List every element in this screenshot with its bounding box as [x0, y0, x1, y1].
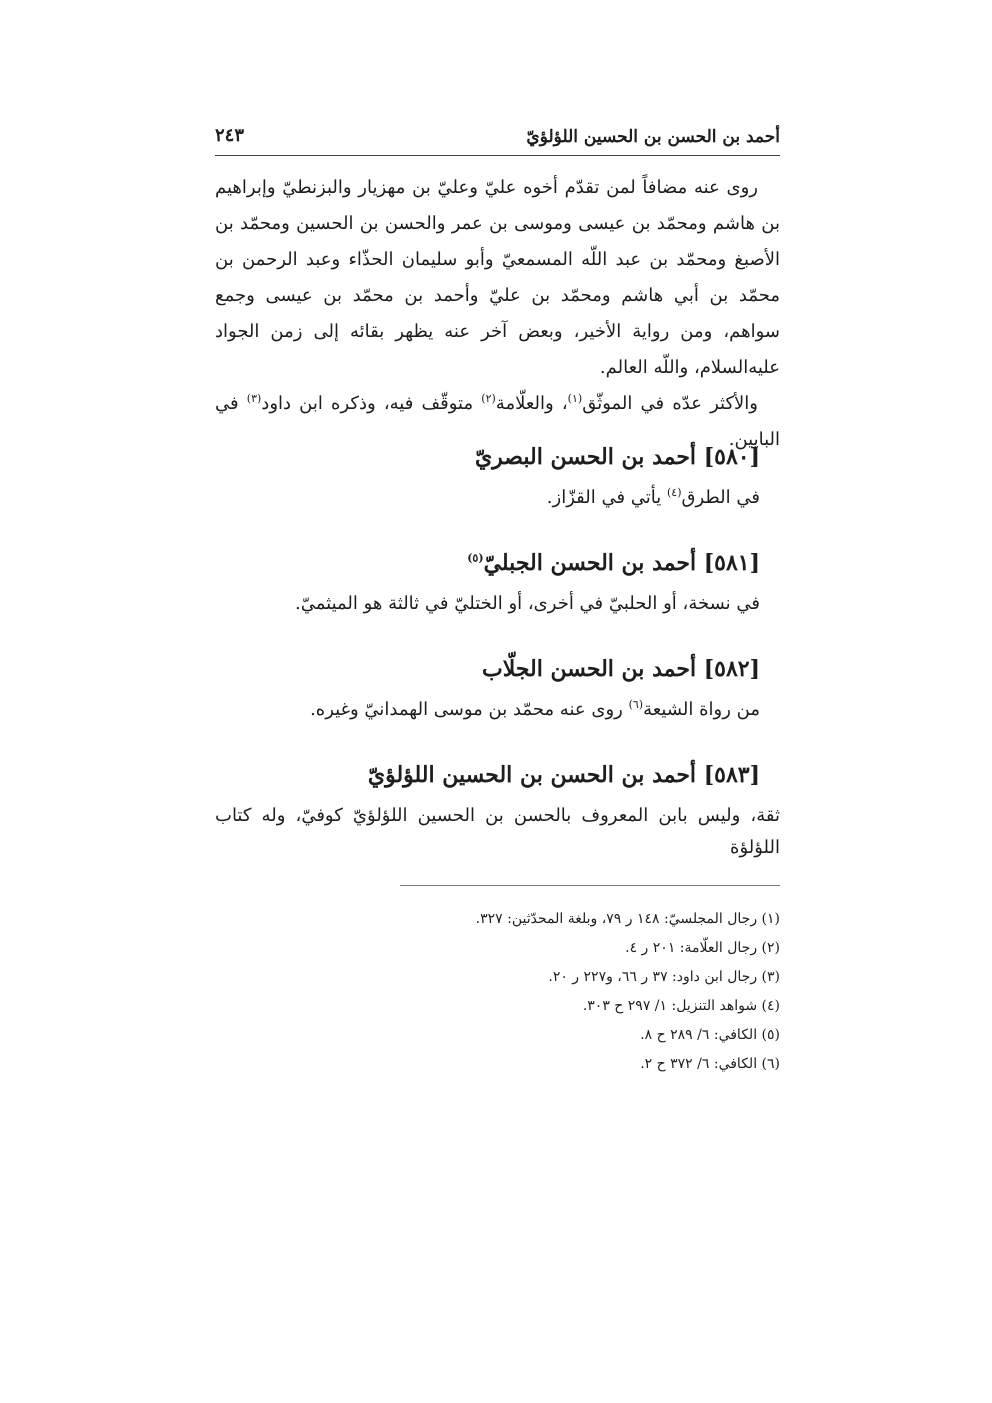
entry-title-text: [٥٨١] أحمد بن الحسن الجبليّ: [483, 550, 760, 576]
paragraph-text: ، والعلّامة: [495, 393, 568, 414]
paragraph-text: والأكثر عدّه في الموثّق: [582, 393, 758, 414]
footnote-ref: (٢): [481, 392, 496, 405]
entry-583: [215, 758, 780, 864]
body-text: [215, 170, 780, 458]
footnote-ref: (١): [567, 392, 583, 405]
footnote: (٤) شواهد التنزيل: ١/ ٢٩٧ ح ٣٠٣.: [582, 998, 780, 1014]
footnote-ref: (٦): [628, 698, 644, 711]
entry-text-part: روى عنه محمّد بن موسى الهمدانيّ وغيره.: [310, 699, 629, 720]
entry-text: [215, 482, 760, 514]
paragraph-text: متوقّف فيه، وذكره ابن داود: [261, 393, 482, 414]
entry-text: [215, 694, 760, 726]
entry-title: [٥٨٠] أحمد بن الحسن البصريّ: [474, 444, 760, 470]
paragraph-narrators: روى عنه مضافاً لمن تقدّم أخوه عليّ وعليّ بن مهزيار والبزنطيّ وإبراهيم بن هاشم ومحمّد بن عيسى وموسى بن عمر والحسن بن الحسين ومحمّد بن الأصبغ ومحمّد بن عبد اللّه المسمعيّ وأبو سليمان الحذّاء وعبد الرحمن بن محمّد بن أبي هاشم ومحمّد بن عليّ وأحمد بن محمّد بن عيسى وجمع سواهم، ومن رواية الأخير، وبعض آخر عنه يظهر بقائه إلى زمن الجواد عليه‌السلام، واللّه العالم.: [215, 177, 780, 378]
entry-581: [215, 546, 780, 620]
running-title: أحمد بن الحسن بن الحسين اللؤلؤيّ: [526, 127, 780, 147]
entry-text-part: في الطرق: [681, 487, 760, 508]
entry-text: ثقة، وليس بابن المعروف بالحسن بن الحسين اللؤلؤيّ كوفيّ، وله كتاب اللؤلؤة: [215, 805, 780, 858]
entry-582: [215, 652, 780, 726]
page-number: ٢٤٣: [215, 125, 245, 146]
footnote: (١) رجال المجلسيّ: ١٤٨ ر ٧٩، وبلغة المحدّثين: ٣٢٧.: [475, 911, 780, 927]
entry-text: في نسخة، أو الحلبيّ في أخرى، أو الختليّ في ثالثة هو الميثميّ.: [295, 593, 760, 614]
entry-title: [٥٨٢] أحمد بن الحسن الجلّاب: [481, 656, 760, 682]
footnote-ref: (٤): [667, 486, 682, 499]
entry-text-part: يأتي في القزّاز.: [546, 487, 667, 508]
page-header: [215, 121, 780, 156]
footnote-ref: (٣): [246, 392, 262, 405]
footnote: (٣) رجال ابن داود: ٣٧ ر ٦٦، و٢٢٧ ر ٢٠.: [548, 969, 780, 985]
entry-text-part: من رواة الشيعة: [643, 699, 760, 720]
footnote: (٦) الكافي: ٦/ ٣٧٢ ح ٢.: [640, 1056, 780, 1072]
footnote: (٥) الكافي: ٦/ ٢٨٩ ح ٨.: [640, 1027, 780, 1043]
footnotes: [215, 905, 780, 1079]
footnote: (٢) رجال العلّامة: ٢٠١ ر ٤.: [625, 940, 780, 956]
entry-580: [215, 440, 780, 514]
entry-title: [215, 546, 760, 580]
footnote-ref: (٥): [467, 551, 484, 565]
footnote-divider: [400, 885, 780, 886]
entry-title: [٥٨٣] أحمد بن الحسن بن الحسين اللؤلؤيّ: [367, 762, 760, 788]
paragraph-text: في البايين.: [215, 393, 780, 450]
